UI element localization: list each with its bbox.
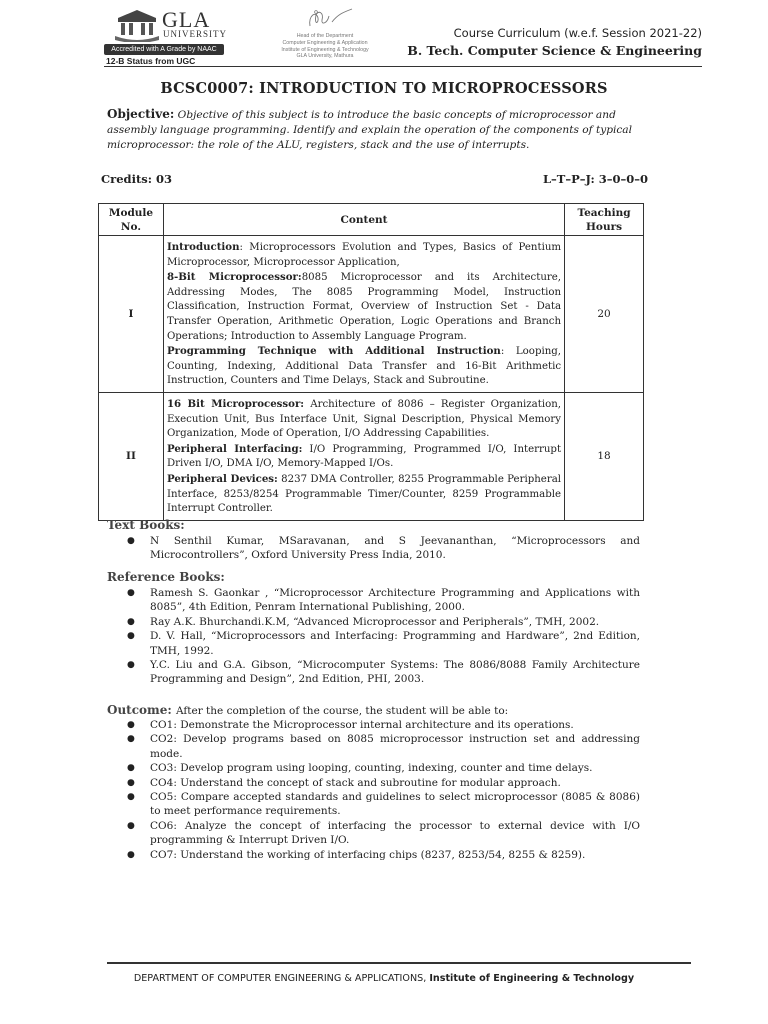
content-text: 8237 DMA Controller, 8255 Programmable Peripheral Interface, 8253/8254 Programmable Timer/Counter, 8259 Programmable Interrupt Controller. — [166, 473, 562, 515]
module-number: I — [99, 236, 164, 393]
footer-divider — [107, 962, 691, 964]
module-content — [163, 392, 564, 520]
bullet-icon: ● — [127, 536, 135, 546]
list-item — [127, 790, 640, 819]
list-item — [127, 615, 640, 629]
content-text: 8085 Microprocessor and its Architecture, Addressing Modes, The 8085 Programming Model, Instruction Classification, Instruction Format, Overview of Instruction Set - Data Transfer Operation, Arithmetic Operation, Logic Operations and Branch Operations; Introduction to Assembly Language Program. — [166, 272, 562, 342]
list-item — [127, 761, 640, 775]
content-part — [167, 270, 561, 344]
bullet-icon: ● — [127, 720, 135, 730]
stamp-text — [272, 33, 378, 60]
university-logo — [104, 8, 230, 64]
stamp-line: GLA University, Mathura — [296, 53, 354, 60]
content-part — [167, 344, 561, 389]
list-item — [127, 718, 640, 732]
objective-label: Objective: — [107, 107, 175, 121]
stamp-line: Head of the Department — [296, 33, 354, 39]
logo-wordmark: GLA — [162, 7, 211, 32]
content-text: Looping, Counting, Indexing, Additional Data Transfer and 16-Bit Arithmetic Instruction, Counters and Time Delays, Stack and Subroutine. — [166, 346, 562, 387]
header-content: Content — [163, 204, 564, 236]
content-part — [167, 442, 561, 472]
header-divider — [104, 66, 702, 67]
hod-signature-stamp — [272, 6, 382, 66]
book-entry: Ray A.K. Bhurchandi.K.M, “Advanced Microprocessor and Peripherals”, TMH, 2002. — [150, 615, 600, 628]
list-item — [127, 629, 640, 658]
stamp-line: Institute of Engineering & Technology — [281, 46, 369, 53]
content-part — [167, 240, 561, 270]
module-number: II — [99, 392, 164, 520]
module-content — [163, 236, 564, 393]
header-module-no: Module No. — [99, 204, 164, 236]
content-heading: Programming Technique with Additional Instruction — [166, 345, 501, 358]
list-item — [127, 848, 640, 862]
curriculum-session: Course Curriculum (w.e.f. Session 2021-22) — [453, 26, 702, 40]
bullet-icon: ● — [127, 631, 135, 642]
content-text: I/O Programming, Programmed I/O, Interrupt Driven I/O, DMA I/O, Memory-Mapped I/Os. — [166, 443, 562, 470]
book-entry: N Senthil Kumar, MSaravanan, and S Jeevananthan, “Microprocessors and Microcontrollers”, Oxford University Press India, 2010. — [150, 535, 640, 562]
bullet-icon: ● — [127, 820, 135, 831]
content-text: Architecture of 8086 – Register Organization, Execution Unit, Bus Interface Unit, Signal Description, Physical Memory Organization, Mode of Operation, I/O Addressing Capabilities. — [166, 398, 562, 440]
content-heading: 8-Bit Microprocessor: — [166, 271, 302, 284]
list-item — [127, 732, 640, 761]
content-text: Microprocessors Evolution and Types, Basics of Pentium Microprocessor, Microprocessor Application, — [166, 242, 562, 268]
reference-books-heading: Reference Books: — [107, 570, 225, 584]
outcome-entry: CO4: Understand the concept of stack and subroutine for modular approach. — [150, 776, 561, 789]
objective-paragraph — [107, 107, 655, 153]
list-item — [127, 776, 640, 790]
bullet-icon: ● — [127, 616, 135, 627]
table-row — [99, 236, 644, 393]
course-title: BCSC0007: INTRODUCTION TO MICROPROCESSORS — [160, 80, 608, 97]
teaching-hours: 18 — [565, 392, 644, 520]
crest-icon — [112, 8, 162, 42]
book-entry: D. V. Hall, “Microprocessors and Interfacing: Programming and Hardware”, 2nd Edition, TMH, 1992. — [150, 630, 640, 657]
ugc-status: 12-B Status from UGC — [106, 56, 196, 66]
objective-text: Objective of this subject is to introduce the basic concepts of microprocessor and assembly language programming. Identify and explain the operation of the components of typical microprocessor: the role of the ALU, registers, stack and the use of interrupts. — [107, 109, 632, 151]
credits: Credits: 03 — [101, 172, 172, 186]
syllabus-table — [98, 203, 644, 521]
list-item — [127, 819, 640, 848]
bullet-icon: ● — [127, 588, 135, 598]
naac-badge: Accredited with A Grade by NAAC — [104, 44, 224, 55]
list-item — [127, 658, 640, 687]
text-books-heading: Text Books: — [107, 518, 185, 532]
outcome-intro: After the completion of the course, the student will be able to: — [175, 705, 509, 717]
signature-icon — [272, 6, 382, 32]
book-entry: Y.C. Liu and G.A. Gibson, “Microcomputer Systems: The 8086/8088 Family Architecture Programming and Design”, 2nd Edition, PHI, 2003. — [150, 659, 640, 686]
content-heading: Peripheral Interfacing: — [166, 442, 303, 455]
outcome-entry: CO5: Compare accepted standards and guidelines to select microprocessor (8085 & 8086) to meet performance requirements. — [150, 791, 640, 818]
reference-books-list — [127, 586, 640, 687]
outcome-label: Outcome: — [107, 703, 172, 717]
teaching-hours: 20 — [565, 236, 644, 393]
content-heading: 16 Bit Microprocessor: — [166, 397, 305, 410]
outcome-heading — [107, 703, 667, 717]
ltpj: L–T–P–J: 3–0–0–0 — [542, 172, 648, 186]
bullet-icon: ● — [127, 777, 135, 788]
list-item — [127, 534, 640, 563]
bullet-icon: ● — [127, 734, 135, 745]
bullet-icon: ● — [127, 763, 135, 774]
content-part — [167, 397, 561, 442]
outcome-entry: CO1: Demonstrate the Microprocessor internal architecture and its operations. — [150, 719, 574, 731]
bullet-icon: ● — [127, 849, 135, 860]
bullet-icon: ● — [127, 792, 135, 803]
book-entry: Ramesh S. Gaonkar , “Microprocessor Architecture Programming and Applications with 8085”, 4th Edition, Penram International Publishing, 2000. — [150, 587, 640, 614]
list-item — [127, 586, 640, 615]
content-separator: : — [239, 242, 243, 253]
header-right — [407, 26, 702, 58]
table-row — [99, 392, 644, 520]
page-footer — [0, 973, 768, 984]
table-header-row — [99, 204, 644, 236]
content-separator: : — [500, 346, 505, 358]
outcome-entry: CO6: Analyze the concept of interfacing the processor to external device with I/O programming & Interrupt Driven I/O. — [150, 819, 640, 847]
content-heading: Introduction — [166, 241, 240, 253]
outcome-entry: CO7: Understand the working of interfacing chips (8237, 8253/54, 8255 & 8259). — [150, 848, 586, 861]
bullet-icon: ● — [127, 660, 135, 671]
content-heading: Peripheral Devices: — [166, 472, 278, 485]
footer-institute: Institute of Engineering & Technology — [429, 973, 635, 984]
stamp-line: Computer Engineering & Application — [282, 39, 368, 46]
outcome-entry: CO3: Develop program using looping, counting, indexing, counter and time delays. — [150, 762, 593, 775]
footer-department: DEPARTMENT OF COMPUTER ENGINEERING & APPLICATIONS, — [133, 973, 427, 984]
content-part — [167, 472, 561, 517]
outcome-list — [127, 718, 640, 862]
text-books-list — [127, 534, 640, 563]
header-teaching-hours: Teaching Hours — [565, 204, 644, 236]
outcome-entry: CO2: Develop programs based on 8085 microprocessor instruction set and addressing mode. — [150, 733, 640, 760]
program-name: B. Tech. Computer Science & Engineering — [407, 43, 702, 58]
logo-subtitle: UNIVERSITY — [163, 29, 227, 39]
